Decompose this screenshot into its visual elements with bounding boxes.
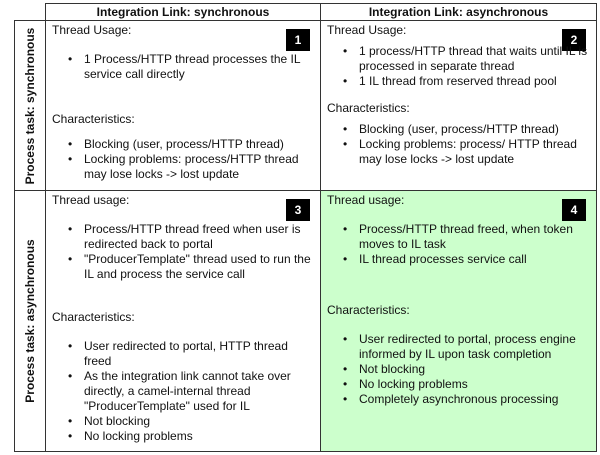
list-item: • Blocking (user, process/HTTP thread) [359, 122, 590, 137]
list-item: • As the integration link cannot take over directly, a camel-internal thread "ProducerTemplate" used for IL [84, 369, 314, 414]
list-item: • Not blocking [84, 414, 314, 429]
thread-usage-list [52, 52, 314, 82]
row-header-sync [14, 20, 46, 191]
list-item: • No locking problems [359, 377, 590, 392]
list-item: • 1 IL thread from reserved thread pool [359, 74, 590, 89]
list-item: • Locking problems: process/ HTTP thread may lose locks -> lost update [359, 137, 590, 167]
characteristics-list [52, 137, 314, 182]
list-item: • 1 process/HTTP thread that waits until IL is processed in separate thread [359, 44, 590, 74]
thread-usage-list [327, 44, 590, 89]
list-item: • User redirected to portal, process engine informed by IL upon task completion [359, 332, 590, 362]
cell-2 [320, 20, 597, 191]
cell-number-badge: 2 [562, 29, 586, 51]
characteristics-list [52, 339, 314, 444]
list-item: • No locking problems [84, 429, 314, 444]
list-item: • Process/HTTP thread freed when user is redirected back to portal [84, 222, 314, 252]
row-header-label: Process task: synchronous [23, 27, 37, 184]
cell-4 [320, 190, 597, 452]
characteristics-heading: Characteristics: [52, 112, 135, 126]
characteristics-heading: Characteristics: [52, 310, 135, 324]
list-item: • Locking problems: process/HTTP thread may lose locks -> lost update [84, 152, 314, 182]
column-header-async: Integration Link: asynchronous [320, 3, 597, 21]
characteristics-list [327, 122, 590, 167]
cell-number-badge: 1 [286, 29, 310, 51]
thread-usage-list [327, 222, 590, 267]
cell-3 [45, 190, 321, 452]
cell-number-badge: 4 [562, 199, 586, 221]
list-item: • Not blocking [359, 362, 590, 377]
row-header-label: Process task: asynchronous [23, 239, 37, 403]
list-item: • Blocking (user, process/HTTP thread) [84, 137, 314, 152]
thread-usage-heading: Thread usage: [327, 193, 405, 207]
list-item: • Process/HTTP thread freed, when token moves to IL task [359, 222, 590, 252]
thread-usage-heading: Thread Usage: [52, 23, 132, 37]
characteristics-heading: Characteristics: [327, 303, 410, 317]
list-item: • Completely asynchronous processing [359, 392, 590, 407]
characteristics-heading: Characteristics: [327, 101, 410, 115]
list-item: • User redirected to portal, HTTP thread freed [84, 339, 314, 369]
characteristics-list [327, 332, 590, 407]
thread-usage-list [52, 222, 314, 282]
list-item: • IL thread processes service call [359, 252, 590, 267]
cell-1 [45, 20, 321, 191]
column-header-sync: Integration Link: synchronous [45, 3, 321, 21]
list-item: • "ProducerTemplate" thread used to run the IL and process the service call [84, 252, 314, 282]
list-item: • 1 Process/HTTP thread processes the IL service call directly [84, 52, 314, 82]
thread-usage-heading: Thread Usage: [327, 23, 407, 37]
comparison-table [14, 3, 597, 452]
thread-usage-heading: Thread usage: [52, 193, 130, 207]
row-header-async [14, 190, 46, 452]
cell-number-badge: 3 [286, 199, 310, 221]
